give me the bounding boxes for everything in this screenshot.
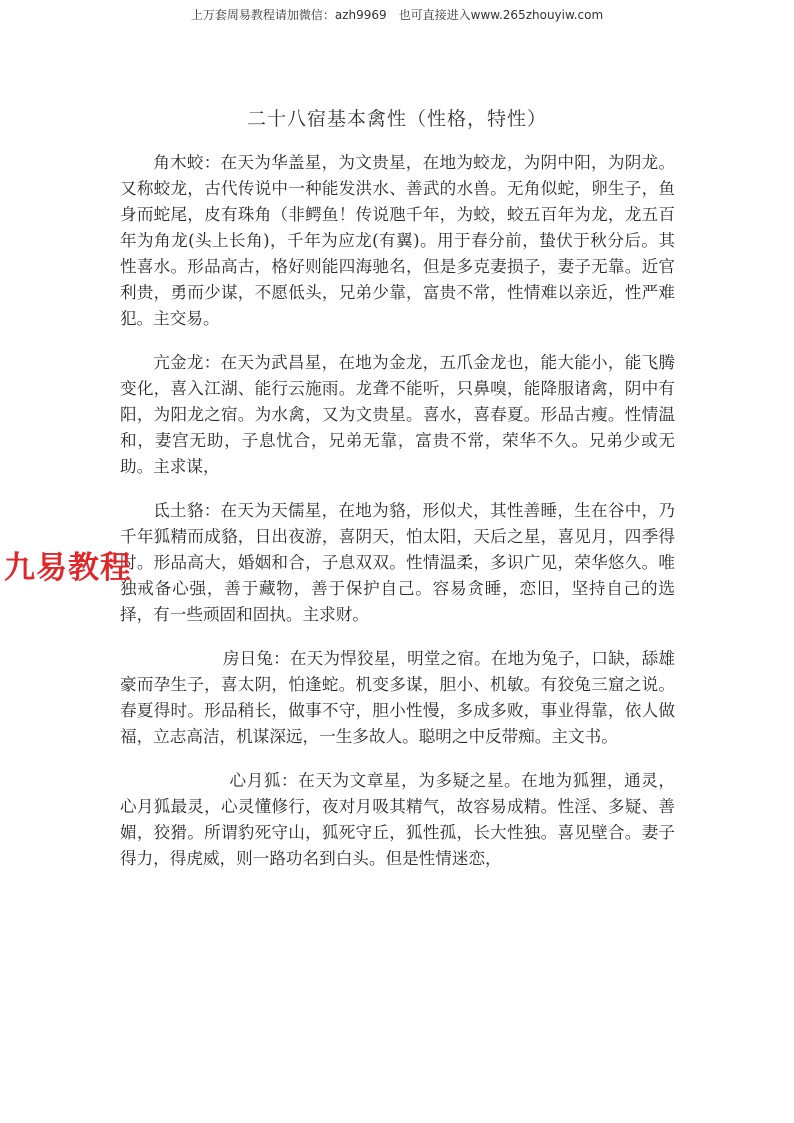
paragraph-jiao-mu-jiao: 角木蛟：在天为华盖星，为文贵星，在地为蛟龙，为阴中阳，为阴龙。又称蛟龙，古代传说中一种能发洪水、善武的水兽。无角似蛇，卵生子，鱼身而蛇尾，皮有珠角（非鳄鱼！传说虺千年，为蛟，蛟五百年为龙，龙五百年为角龙(头上长角)，千年为应龙(有翼)。用于春分前，蛰伏于秋分后。其性喜水。形品高古，格好则能四海驰名，但是多克妻损子，妻子无靠。近官利贵，勇而少谋，不愿低头，兄弟少靠，富贵不常，性情难以亲近，性严难犯。主交易。 <box>120 153 675 328</box>
page-header: 上万套周易教程请加微信：azh9969 也可直接进入www.265zhouyiw.com <box>190 8 604 22</box>
watermark-logo: 九易教程 <box>4 550 132 586</box>
page-title: 二十八宿基本禽性（性格，特性） <box>246 108 547 130</box>
document-body <box>120 150 675 890</box>
paragraph-kang-jin-long: 亢金龙：在天为武昌星，在地为金龙，五爪金龙也，能大能小，能飞腾变化，喜入江湖、能行云施雨。龙聋不能听，只鼻嗅，能降服诸禽，阴中有阳，为阳龙之宿。为水禽，又为文贵星。喜水，喜春夏。形品古瘦。性情温和，妻宫无助，子息忧合，兄弟无靠，富贵不常，荣华不久。兄弟少或无助。主求谋， <box>120 353 675 476</box>
paragraph-fang-ri-tu: 房日兔：在天为悍狡星，明堂之宿。在地为兔子，口缺，舔雄豪而孕生子，喜太阴，怕逢蛇。机变多谋，胆小、机敏。有狡兔三窟之说。春夏得时。形品稍长，做事不守，胆小性慢，多成多败，事业得靠，依人做福，立志高洁，机谋深远，一生多故人。聪明之中反带痴。主文书。 <box>120 649 675 746</box>
paragraph-xin-yue-hu: 心月狐：在天为文章星，为多疑之星。在地为狐狸，通灵，心月狐最灵，心灵懂修行，夜对月吸其精气，故容易成精。性淫、多疑、善媚，狡猾。所谓豹死守山，狐死守丘，狐性孤，长大性独。喜见壁合。妻子得力，得虎威，则一路功名到白头。但是性情迷恋， <box>120 771 675 868</box>
paragraph-di-tu-he: 氐土貉：在天为天儒星，在地为貉，形似犬，其性善睡，生在谷中，乃千年狐精而成貉，日出夜游，喜阴天，怕太阳，天后之星，喜见月，四季得时。形品高大，婚姻和合，子息双双。性情温柔，多识广见，荣华悠久。唯独戒备心强，善于藏物，善于保护自己。容易贪睡，恋旧，坚持自己的选择，有一些顽固和固执。主求财。 <box>120 501 675 624</box>
